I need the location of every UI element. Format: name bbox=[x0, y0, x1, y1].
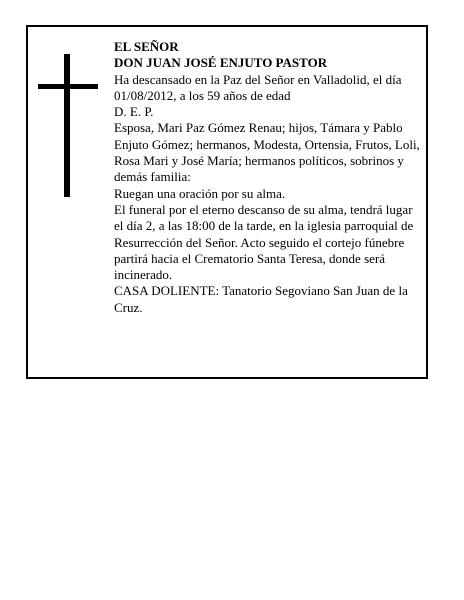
death-info: Ha descansado en la Paz del Señor en Valladolid, el día 01/08/2012, a los 59 años de edad bbox=[114, 71, 402, 103]
funeral-info: El funeral por el eterno descanso de su alma, tendrá lugar el día 2, a las 18:00 de la tarde, en la iglesia parroquial de Resurrección del Señor. Acto seguido el cortejo fúnebre partirá hacia el Crematorio Santa Teresa, donde será incinerado. bbox=[114, 201, 414, 283]
cross-vertical-bar bbox=[64, 54, 70, 197]
deceased-name: DON JUAN JOSÉ ENJUTO PASTOR bbox=[114, 55, 328, 71]
obituary-text bbox=[114, 39, 422, 316]
cross-horizontal-bar bbox=[38, 84, 98, 89]
dep-abbreviation: D. E. P. bbox=[114, 104, 154, 120]
prayer-request: Ruegan una oración por su alma. bbox=[114, 185, 286, 201]
casa-doliente: CASA DOLIENTE: Tanatorio Segoviano San Juan de la Cruz. bbox=[114, 283, 408, 315]
heading-title: EL SEÑOR bbox=[114, 39, 179, 54]
cross-icon bbox=[38, 54, 98, 197]
family-list: Esposa, Mari Paz Gómez Renau; hijos, Támara y Pablo Enjuto Gómez; hermanos, Modesta, Ortensia, Frutos, Loli, Rosa Mari y José María; hermanos políticos, sobrinos y demás familia: bbox=[114, 120, 420, 185]
